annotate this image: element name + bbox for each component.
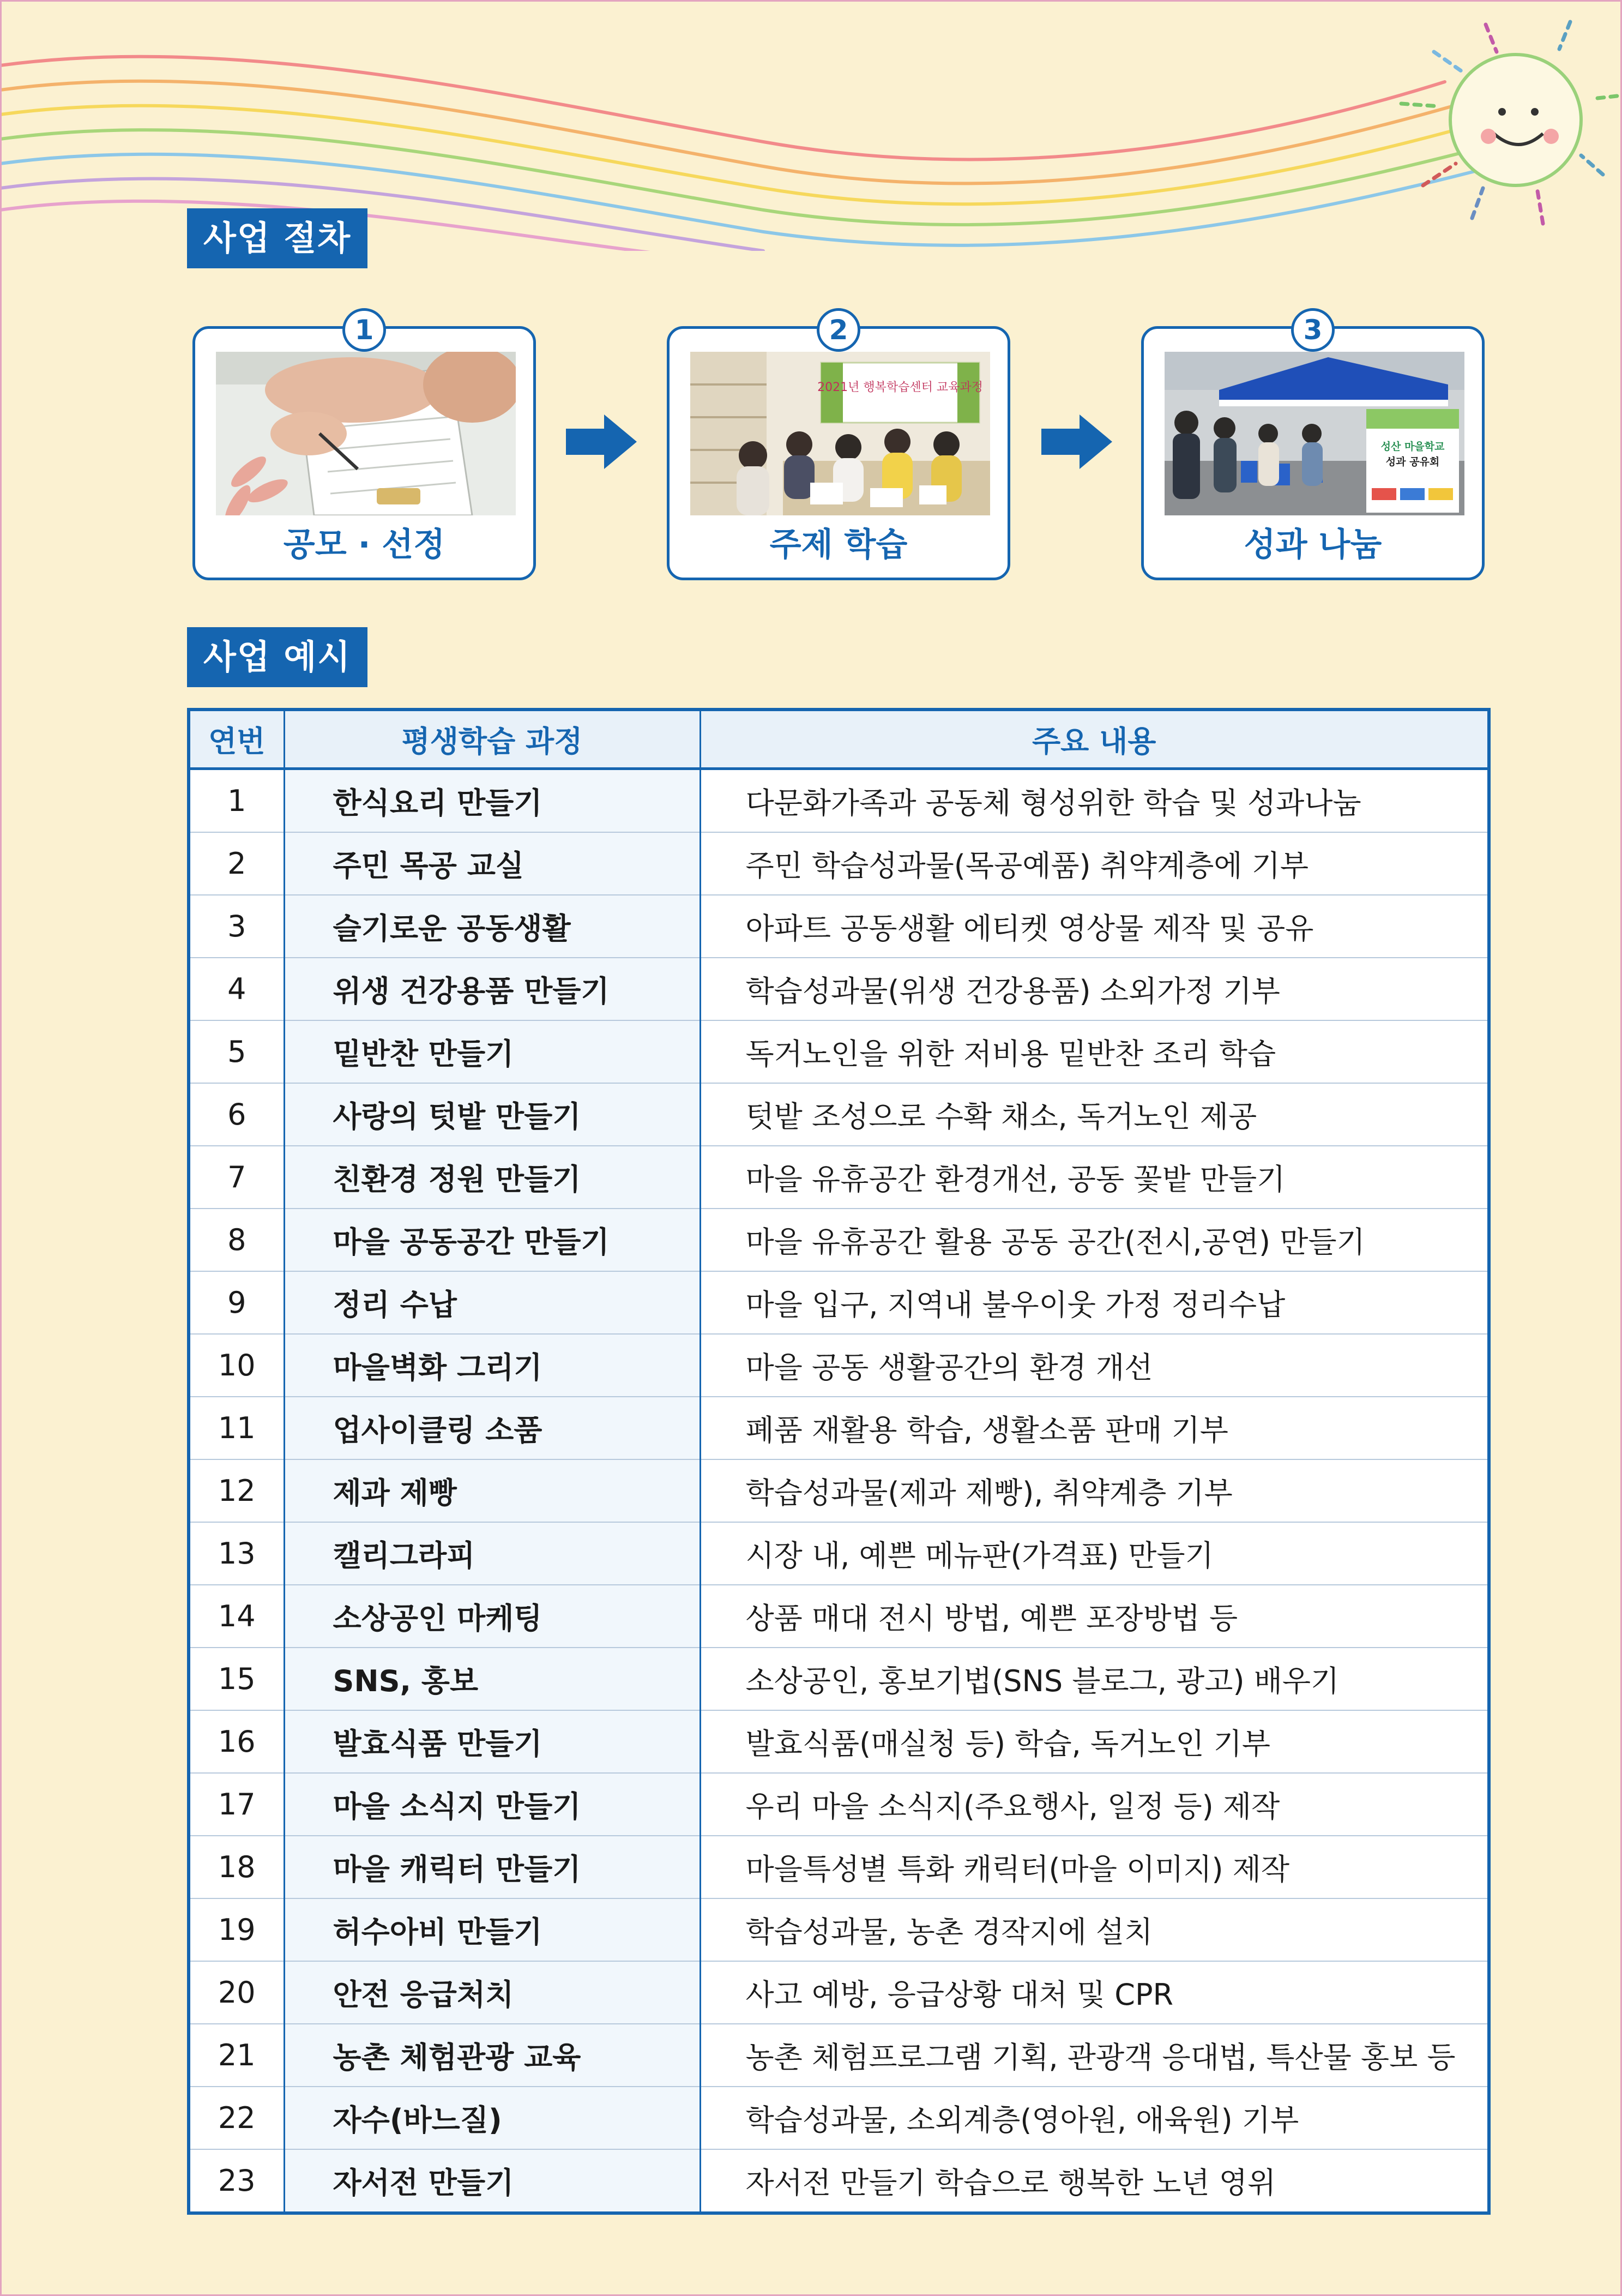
- table-row: [189, 2024, 1489, 2087]
- course-content: 학습성과물(위생 건강용품) 소외가정 기부: [700, 958, 1489, 1020]
- course-content: 텃밭 조성으로 수확 채소, 독거노인 제공: [700, 1083, 1489, 1146]
- course-name: 허수아비 만들기: [284, 1898, 700, 1961]
- course-content: 아파트 공동생활 에티켓 영상물 제작 및 공유: [700, 895, 1489, 958]
- course-name: 자서전 만들기: [284, 2149, 700, 2213]
- row-number: 14: [189, 1585, 284, 1648]
- table-row: [189, 1459, 1489, 1522]
- table-row: [189, 1898, 1489, 1961]
- table-row: [189, 1648, 1489, 1710]
- row-number: 13: [189, 1522, 284, 1585]
- step-label-1: 공모 · 선정: [283, 526, 445, 564]
- course-content: 학습성과물(제과 제빵), 취약계층 기부: [700, 1459, 1489, 1522]
- row-number: 2: [189, 832, 284, 895]
- course-content: 폐품 재활용 학습, 생활소품 판매 기부: [700, 1397, 1489, 1459]
- row-number: 4: [189, 958, 284, 1020]
- table-row: [189, 1083, 1489, 1146]
- step-1-photo: [216, 352, 516, 515]
- course-content: 발효식품(매실청 등) 학습, 독거노인 기부: [700, 1710, 1489, 1773]
- sign-line2: 성과 공유회: [1385, 456, 1440, 468]
- course-content: 상품 매대 전시 방법, 예쁜 포장방법 등: [700, 1585, 1489, 1648]
- row-number: 7: [189, 1146, 284, 1209]
- course-name: 제과 제빵: [284, 1459, 700, 1522]
- step-number-3: 3: [1291, 308, 1335, 352]
- course-content: 마을 공동 생활공간의 환경 개선: [700, 1334, 1489, 1397]
- row-number: 15: [189, 1648, 284, 1710]
- table-row: [189, 1271, 1489, 1334]
- row-number: 19: [189, 1898, 284, 1961]
- course-content: 자서전 만들기 학습으로 행복한 노년 영위: [700, 2149, 1489, 2213]
- table-row: [189, 2087, 1489, 2149]
- course-content: 독거노인을 위한 저비용 밑반찬 조리 학습: [700, 1020, 1489, 1083]
- step-card-1: [192, 314, 536, 580]
- step-card-3: [1141, 314, 1485, 580]
- header-content: 주요 내용: [700, 710, 1489, 769]
- course-content: 주민 학습성과물(목공예품) 취약계층에 기부: [700, 832, 1489, 895]
- course-name: 발효식품 만들기: [284, 1710, 700, 1773]
- row-number: 21: [189, 2024, 284, 2087]
- course-name: 위생 건강용품 만들기: [284, 958, 700, 1020]
- examples-section-title: 사업 예시: [187, 627, 367, 687]
- row-number: 11: [189, 1397, 284, 1459]
- course-content: 다문화가족과 공동체 형성위한 학습 및 성과나눔: [700, 769, 1489, 833]
- table-row: [189, 1585, 1489, 1648]
- course-content: 학습성과물, 농촌 경작지에 설치: [700, 1898, 1489, 1961]
- row-number: 1: [189, 769, 284, 833]
- course-name: 마을벽화 그리기: [284, 1334, 700, 1397]
- course-content: 마을 유휴공간 활용 공동 공간(전시,공연) 만들기: [700, 1209, 1489, 1271]
- step-label-3: 성과 나눔: [1244, 526, 1382, 564]
- table-row: [189, 1836, 1489, 1898]
- course-name: 사랑의 텃밭 만들기: [284, 1083, 700, 1146]
- sign-line1: 성산 마을학교: [1380, 441, 1445, 453]
- sun-icon: [1401, 22, 1622, 224]
- row-number: 3: [189, 895, 284, 958]
- table-row: [189, 2149, 1489, 2213]
- course-content: 농촌 체험프로그램 기획, 관광객 응대법, 특산물 홍보 등: [700, 2024, 1489, 2087]
- step-label-2: 주제 학습: [769, 526, 908, 564]
- step-2-photo: [690, 352, 990, 515]
- course-name: 농촌 체험관광 교육: [284, 2024, 700, 2087]
- row-number: 23: [189, 2149, 284, 2213]
- banner-text: 2021년 행복학습센터 교육과정: [817, 381, 983, 394]
- header-course: 평생학습 과정: [284, 710, 700, 769]
- table-row: [189, 1397, 1489, 1459]
- course-name: 마을 소식지 만들기: [284, 1773, 700, 1836]
- step-3-photo: [1165, 352, 1464, 515]
- course-content: 마을특성별 특화 캐릭터(마을 이미지) 제작: [700, 1836, 1489, 1898]
- row-number: 8: [189, 1209, 284, 1271]
- table-row: [189, 1334, 1489, 1397]
- course-name: 주민 목공 교실: [284, 832, 700, 895]
- course-table: [187, 708, 1491, 2215]
- row-number: 22: [189, 2087, 284, 2149]
- course-name: 자수(바느질): [284, 2087, 700, 2149]
- course-content: 사고 예방, 응급상황 대처 및 CPR: [700, 1961, 1489, 2024]
- course-name: 캘리그라피: [284, 1522, 700, 1585]
- table-row: [189, 1146, 1489, 1209]
- table-row: [189, 1710, 1489, 1773]
- row-number: 9: [189, 1271, 284, 1334]
- table-row: [189, 832, 1489, 895]
- row-number: 17: [189, 1773, 284, 1836]
- table-row: [189, 1522, 1489, 1585]
- step-number-1: 1: [342, 308, 386, 352]
- course-content: 마을 입구, 지역내 불우이웃 가정 정리수납: [700, 1271, 1489, 1334]
- header-no: 연번: [189, 710, 284, 769]
- table-row: [189, 958, 1489, 1020]
- course-content: 우리 마을 소식지(주요행사, 일정 등) 제작: [700, 1773, 1489, 1836]
- course-name: 친환경 정원 만들기: [284, 1146, 700, 1209]
- table-row: [189, 1209, 1489, 1271]
- row-number: 20: [189, 1961, 284, 2024]
- course-name: 슬기로운 공동생활: [284, 895, 700, 958]
- course-name: 마을 공동공간 만들기: [284, 1209, 700, 1271]
- arrow-right-icon: [1041, 414, 1112, 469]
- course-content: 학습성과물, 소외계층(영아원, 애육원) 기부: [700, 2087, 1489, 2149]
- course-name: SNS, 홍보: [284, 1648, 700, 1710]
- row-number: 18: [189, 1836, 284, 1898]
- table-row: [189, 1961, 1489, 2024]
- step-card-2: [667, 314, 1010, 580]
- course-name: 업사이클링 소품: [284, 1397, 700, 1459]
- course-name: 정리 수납: [284, 1271, 700, 1334]
- course-name: 한식요리 만들기: [284, 769, 700, 833]
- course-content: 시장 내, 예쁜 메뉴판(가격표) 만들기: [700, 1522, 1489, 1585]
- course-name: 소상공인 마케팅: [284, 1585, 700, 1648]
- table-row: [189, 1020, 1489, 1083]
- procedure-section-title: 사업 절차: [187, 208, 367, 268]
- row-number: 16: [189, 1710, 284, 1773]
- table-row: [189, 1773, 1489, 1836]
- row-number: 6: [189, 1083, 284, 1146]
- course-name: 안전 응급처치: [284, 1961, 700, 2024]
- table-row: [189, 895, 1489, 958]
- table-row: [189, 769, 1489, 833]
- course-name: 마을 캐릭터 만들기: [284, 1836, 700, 1898]
- row-number: 12: [189, 1459, 284, 1522]
- course-content: 소상공인, 홍보기법(SNS 블로그, 광고) 배우기: [700, 1648, 1489, 1710]
- step-number-2: 2: [817, 308, 860, 352]
- course-name: 밑반찬 만들기: [284, 1020, 700, 1083]
- arrow-right-icon: [566, 414, 637, 469]
- row-number: 5: [189, 1020, 284, 1083]
- table-header-row: [189, 710, 1489, 769]
- row-number: 10: [189, 1334, 284, 1397]
- course-content: 마을 유휴공간 환경개선, 공동 꽃밭 만들기: [700, 1146, 1489, 1209]
